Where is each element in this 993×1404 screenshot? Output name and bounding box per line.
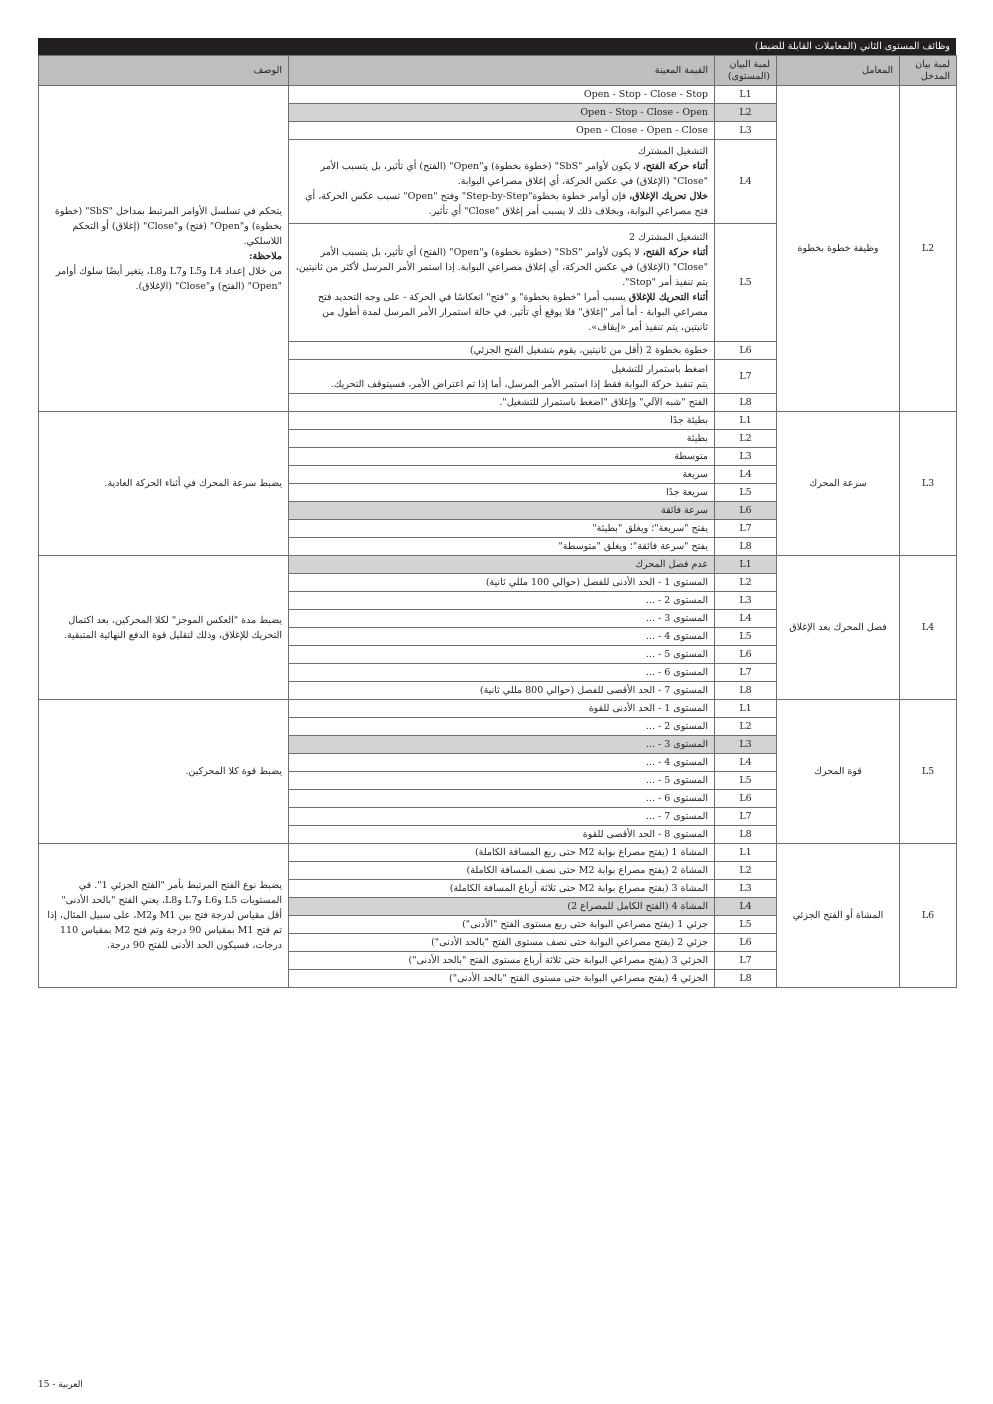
value-cell (289, 360, 715, 394)
value-text: المشاة 4 (الفتح الكامل للمصراع 2) (567, 901, 708, 912)
entry-led-cell: L5 (900, 700, 957, 844)
description-note-label: ملاحظة: (248, 250, 282, 262)
value-led-cell: L4 (715, 754, 777, 772)
description-cell (39, 556, 289, 700)
value-led-cell: L4 (715, 466, 777, 484)
parameters-table-container (38, 38, 956, 988)
parameter-cell: قوة المحرك (777, 700, 900, 844)
entry-led-cell: L2 (900, 86, 957, 412)
value-text: سرعة فائقة (661, 505, 708, 516)
value-led-cell: L8 (715, 682, 777, 700)
description-text: يضبط مدة "العكس الموجز" لكلا المحركين، بعد اكتمال التحريك للإغلاق، وذلك لتقليل قوة الدفع النهائية المتبقية. (63, 614, 282, 641)
value-led-cell: L6 (715, 790, 777, 808)
value-led-cell: L4 (715, 140, 777, 224)
value-led-cell: L7 (715, 952, 777, 970)
value-led-cell: L2 (715, 862, 777, 880)
value-detail-2-bold: خلال تحريك الإغلاق، (629, 191, 708, 202)
value-cell (289, 862, 715, 880)
value-led-cell: L3 (715, 880, 777, 898)
value-led-cell: L7 (715, 360, 777, 394)
value-cell (289, 808, 715, 826)
value-text: المشاة 1 (يفتح مصراع بوابة M2 حتى ربع المسافة الكاملة) (474, 847, 708, 858)
value-cell (289, 772, 715, 790)
value-cell (289, 556, 715, 574)
value-text: المستوى 4 - ... (645, 757, 708, 768)
value-cell (289, 484, 715, 502)
value-cell (289, 754, 715, 772)
value-detail-1-text: لا يكون لأوامر "SbS" (خطوة بخطوة) و"Open" (الفتح) أي تأثير، بل يتسبب الأمر "Close" (الإغلاق) في عكس الحركة، أي إغلاق مصراعي البوابة. (320, 161, 708, 187)
value-text: المشاة 2 (يفتح مصراع بوابة M2 حتى نصف المسافة الكاملة) (466, 865, 708, 876)
value-cell (289, 394, 715, 412)
description-text: يضبط قوة كلا المحركين. (185, 766, 282, 777)
value-cell (289, 718, 715, 736)
description-cell (39, 844, 289, 988)
value-text: المستوى 5 - ... (645, 775, 708, 786)
value-led-cell: L7 (715, 808, 777, 826)
value-cell (289, 826, 715, 844)
value-text: متوسطة (674, 451, 708, 462)
value-text: Open - Close - Open - Close (575, 125, 708, 136)
header-value: القيمة المعينة (289, 56, 715, 86)
description-text: يضبط نوع الفتح المرتبط بأمر "الفتح الجزئي 1". في المستويات L5 وL6 وL7 وL8، يعني الفتح "بالحد الأدنى" أقل مقياس لدرجة فتح بين M1 وM2، على سبيل المثال، إذا تم فتح M1 بمقياس 90 درجة وتم فتح M2 بمقياس 110 درجات، فسيكون الحد الأدنى للفتح 90 درجة. (47, 880, 282, 951)
value-led-cell: L1 (715, 556, 777, 574)
parameter-cell: فصل المحرك بعد الإغلاق (777, 556, 900, 700)
parameter-cell: المشاة أو الفتح الجزئي (777, 844, 900, 988)
value-led-cell: L8 (715, 826, 777, 844)
page-footer: العربية - 15 (38, 1380, 83, 1390)
value-led-cell: L4 (715, 898, 777, 916)
value-led-cell: L5 (715, 484, 777, 502)
value-cell (289, 140, 715, 224)
value-led-cell: L4 (715, 610, 777, 628)
value-detail-2 (295, 290, 708, 335)
value-cell (289, 736, 715, 754)
value-text: Open - Stop - Close - Open (580, 107, 708, 118)
value-cell (289, 664, 715, 682)
value-led-cell: L5 (715, 224, 777, 342)
value-text: Open - Stop - Close - Stop (583, 89, 708, 100)
parameter-cell: سرعة المحرك (777, 412, 900, 556)
table-row (39, 86, 957, 104)
value-text: المستوى 4 - ... (645, 631, 708, 642)
description-text: يضبط سرعة المحرك في أثناء الحركة العادية. (104, 478, 282, 489)
value-cell (289, 628, 715, 646)
value-text: جزئي 1 (يفتح مصراعي البوابة حتى ربع مستوى الفتح "الأدنى") (462, 919, 708, 930)
value-cell (289, 610, 715, 628)
description-note-text: من خلال إعداد L4 وL5 وL7 وL8، يتغير أيضًا سلوك أوامر "Open" (الفتح) و"Close" (الإغلاق). (55, 265, 282, 292)
value-cell (289, 520, 715, 538)
value-led-cell: L3 (715, 592, 777, 610)
value-text: المستوى 2 - ... (645, 595, 708, 606)
value-led-cell: L1 (715, 700, 777, 718)
value-cell (289, 970, 715, 988)
description-cell (39, 700, 289, 844)
value-led-cell: L8 (715, 394, 777, 412)
table-row (39, 700, 957, 718)
table-row (39, 556, 957, 574)
value-led-cell: L2 (715, 574, 777, 592)
value-detail-1-bold: أثناء حركة الفتح، (642, 161, 708, 172)
value-led-cell: L6 (715, 502, 777, 520)
value-text: سريعة (682, 469, 708, 480)
value-text: المستوى 3 - ... (645, 739, 708, 750)
value-cell (289, 412, 715, 430)
table-row (39, 844, 957, 862)
value-text: التشغيل المشترك (638, 146, 708, 157)
value-cell (289, 448, 715, 466)
value-text: المستوى 3 - ... (645, 613, 708, 624)
value-text: المستوى 6 - ... (645, 667, 708, 678)
value-cell (289, 224, 715, 342)
value-led-cell: L3 (715, 736, 777, 754)
value-detail-2 (295, 189, 708, 219)
value-text: اضغط باستمرار للتشغيل (611, 363, 708, 375)
description-cell (39, 86, 289, 412)
value-text: الفتح "شبه الآلي" وإغلاق "اضغط باستمرار للتشغيل". (499, 397, 708, 408)
value-led-cell: L1 (715, 412, 777, 430)
value-cell (289, 646, 715, 664)
header-parameter: المعامل (777, 56, 900, 86)
value-text: المستوى 6 - ... (645, 793, 708, 804)
description-cell (39, 412, 289, 556)
value-cell (289, 844, 715, 862)
value-led-cell: L7 (715, 520, 777, 538)
value-text: المستوى 2 - ... (645, 721, 708, 732)
value-detail-1 (295, 159, 708, 189)
value-text: المشاة 3 (يفتح مصراع بوابة M2 حتى ثلاثة أرباع المسافة الكاملة) (449, 883, 708, 894)
value-cell (289, 342, 715, 360)
value-cell (289, 916, 715, 934)
header-row (39, 56, 957, 86)
value-cell (289, 430, 715, 448)
value-led-cell: L3 (715, 448, 777, 466)
value-led-cell: L2 (715, 718, 777, 736)
header-value-led: لمبة البيان (المستوى) (715, 56, 777, 86)
value-detail-2-bold: أثناء التحريك للإغلاق (628, 292, 708, 303)
value-cell (289, 574, 715, 592)
value-led-cell: L6 (715, 342, 777, 360)
value-led-cell: L1 (715, 844, 777, 862)
value-cell (289, 104, 715, 122)
value-cell (289, 898, 715, 916)
table-row (39, 412, 957, 430)
value-detail-1-text: لا يكون لأوامر "SbS" (خطوة بخطوة) و"Open" (الفتح) أي تأثير، بل يتسبب الأمر "Close" (الإغلاق) في عكس الحركة، أي إغلاق مصراعي البوابة. إذا استمر الأمر المرسل لأكثر من ثانيتين، يتم تنفيذ أمر "Stop". (295, 247, 708, 288)
value-cell (289, 790, 715, 808)
value-led-cell: L1 (715, 86, 777, 104)
value-detail-2-text: يسبب أمرا "خطوة بخطوة" و "فتح" انعكاسًا في الحركة - على وجه التحديد فتح مصراعي البوابة - أما أمر "إغلاق" فلا يوقع أي تأثير. في حالة استمرار الأمر المرسل لمدة أطول من ثانيتين، يتم تنفيذ أمر «إيقاف». (318, 292, 708, 333)
value-text: المستوى 1 - الحد الأدنى للفصل (حوالي 100 مللي ثانية) (485, 577, 708, 588)
value-cell (289, 86, 715, 104)
value-led-cell: L5 (715, 628, 777, 646)
value-text: خطوة بخطوة 2 (أقل من ثانيتين، يقوم بتشغيل الفتح الجزئي) (469, 345, 708, 356)
value-text: المستوى 1 - الحد الأدنى للقوة (588, 703, 708, 714)
value-cell (289, 934, 715, 952)
value-text: المستوى 5 - ... (645, 649, 708, 660)
value-text: الجزئي 4 (يفتح مصراعي البوابة حتى مستوى الفتح "بالحد الأدنى") (449, 973, 708, 984)
value-text: المستوى 7 - الحد الأقصى للفصل (حوالي 800 مللي ثانية) (479, 685, 708, 696)
value-cell (289, 538, 715, 556)
value-led-cell: L3 (715, 122, 777, 140)
value-text: المستوى 7 - ... (645, 811, 708, 822)
value-cell (289, 682, 715, 700)
value-detail-1-bold: أثناء حركة الفتح، (642, 247, 708, 258)
parameters-table (38, 55, 957, 988)
entry-led-cell: L3 (900, 412, 957, 556)
value-cell (289, 700, 715, 718)
header-entry-led: لمبة بيان المدخل (900, 56, 957, 86)
value-text: المستوى 8 - الحد الأقصى للقوة (582, 829, 708, 840)
parameter-cell: وظيفة خطوة بخطوة (777, 86, 900, 412)
description-text: يتحكم في تسلسل الأوامر المرتبط بمداخل "SbS" (خطوة بخطوة) و"Open" (فتح) و"Close" (إغلاق) أو التحكم اللاسلكي. (54, 205, 282, 247)
table-body (39, 86, 957, 988)
value-cell (289, 952, 715, 970)
entry-led-cell: L4 (900, 556, 957, 700)
value-detail-1 (295, 377, 708, 392)
value-led-cell: L6 (715, 934, 777, 952)
value-led-cell: L6 (715, 646, 777, 664)
value-cell (289, 466, 715, 484)
value-detail-2-text: فإن أوامر خطوة بخطوة"Step-by-Step" وفتح "Open" تسبب عكس الحركة، أي فتح مصراعي البوابة، وبخلاف ذلك لا يسبب أمر إغلاق "Close" أي تأثير. (305, 191, 708, 217)
value-text: بطيئة (686, 433, 708, 444)
value-cell (289, 880, 715, 898)
header-description: الوصف (39, 56, 289, 86)
value-text: سريعة جدًا (665, 487, 708, 498)
value-text: عدم فصل المحرك (635, 559, 708, 570)
value-text: التشغيل المشترك 2 (628, 232, 708, 243)
value-text: الجزئي 3 (يفتح مصراعي البوابة حتى ثلاثة أرباع مستوى الفتح "بالحد الأدنى") (408, 955, 708, 966)
value-led-cell: L8 (715, 538, 777, 556)
value-text: يفتح "سرعة فائقة"؛ ويغلق "متوسطة" (558, 541, 708, 552)
value-led-cell: L5 (715, 916, 777, 934)
value-text: جزئي 2 (يفتح مصراعي البوابة حتى نصف مستوى الفتح "بالحد الأدنى") (431, 937, 708, 948)
value-led-cell: L2 (715, 430, 777, 448)
value-led-cell: L7 (715, 664, 777, 682)
entry-led-cell: L6 (900, 844, 957, 988)
value-text: يفتح "سريعة"؛ ويغلق "بطيئة" (592, 523, 708, 534)
value-led-cell: L8 (715, 970, 777, 988)
value-text: بطيئة جدًا (670, 415, 708, 426)
value-led-cell: L2 (715, 104, 777, 122)
table-title: وظائف المستوى الثاني (المعاملات القابلة للضبط) (38, 38, 956, 55)
value-cell (289, 122, 715, 140)
value-detail-1 (295, 245, 708, 290)
value-cell (289, 502, 715, 520)
value-led-cell: L5 (715, 772, 777, 790)
value-detail-1-text: يتم تنفيذ حركة البوابة فقط إذا استمر الأمر المرسل، أما إذا تم اعتراض الأمر، فسيتوقف التحريك. (330, 378, 708, 390)
value-cell (289, 592, 715, 610)
